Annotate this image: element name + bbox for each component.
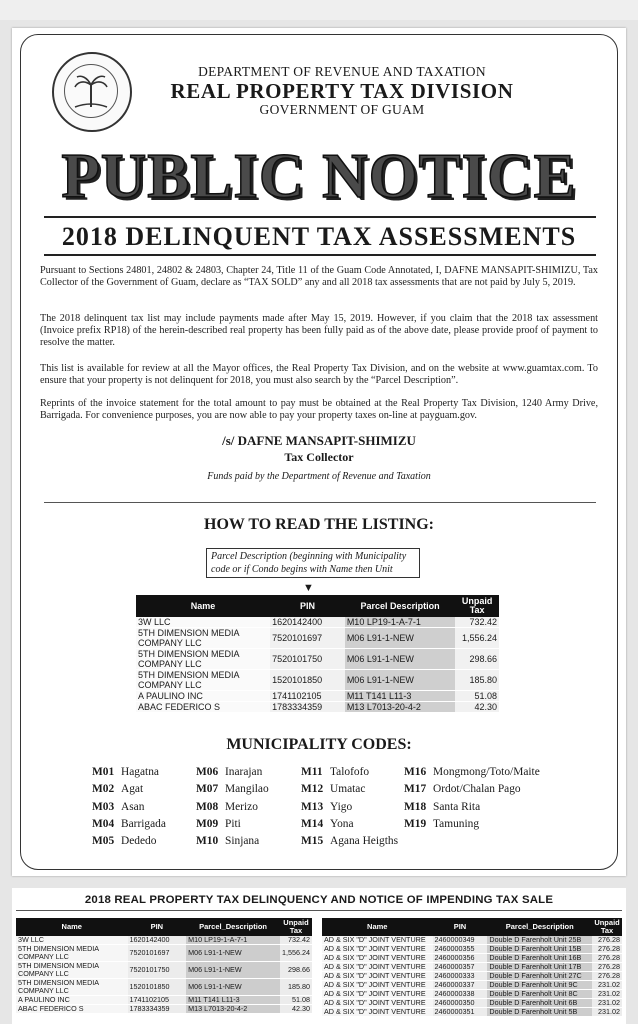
how-to-read-heading: HOW TO READ THE LISTING: [204,516,434,533]
cell-unpaid-tax: 1,556.24 [455,628,499,649]
municipality-name: Asan [121,800,145,813]
municipality-code: M17 [404,783,427,796]
subtitle: 2018 DELINQUENT TAX ASSESSMENTS [61,222,577,251]
municipality-code-entry [92,833,166,850]
cell-pin: 2460000357 [433,963,488,972]
municipality-code: M08 [196,800,219,813]
cell-name: AD & SIX "D" JOINT VENTURE [322,981,433,990]
cell-unpaid-tax: 276.28 [592,954,622,963]
municipality-name: Merizo [225,800,258,813]
table-row [136,649,499,670]
cell-parcel-description: Double D Farenholt Unit 5B [487,1008,592,1017]
cell-unpaid-tax: 298.66 [280,962,312,979]
municipality-code: M09 [196,817,219,830]
cell-unpaid-tax: 231.02 [592,990,622,999]
municipality-code-entry [404,781,540,798]
section-divider [44,502,596,503]
municipality-name: Agat [121,783,144,796]
listing-table-right [322,918,622,1017]
municipality-code: M05 [92,835,115,848]
cell-name: ABAC FEDERICO S [16,1005,128,1014]
municipality-name: Hagatna [121,766,159,778]
cell-pin: 2460000350 [433,999,488,1008]
municipality-name: Yona [330,817,354,830]
listing-title-rule [16,910,622,911]
cell-parcel-description: M11 T141 L11-3 [186,996,280,1005]
listing-right-header [322,918,622,936]
municipality-code-entry [404,816,540,833]
title-rule-bottom [44,254,596,256]
municipality-code: M04 [92,817,115,830]
municipality-code: M18 [404,800,427,813]
municipality-name: Tamuning [433,817,480,830]
municipality-name: Dededo [121,835,157,848]
cell-pin: 2460000355 [433,945,488,954]
cell-unpaid-tax: 185.80 [280,979,312,996]
municipality-code: M19 [404,817,427,830]
cell-unpaid-tax: 42.30 [455,702,499,713]
cell-unpaid-tax: 231.02 [592,999,622,1008]
column-header-unpaid-tax: Unpaid Tax [280,918,312,936]
municipality-code-entry [301,816,398,833]
municipality-name: Umatac [330,783,366,796]
cell-unpaid-tax: 185.80 [455,670,499,691]
cell-name: A PAULINO INC [136,691,270,702]
municipality-code-entry [196,816,269,833]
municipality-name: Mangilao [225,783,269,796]
municipality-name: Sinjana [225,835,260,848]
cell-pin: 1783334359 [128,1005,187,1014]
cell-pin: 2460000349 [433,936,488,945]
municipality-code: M01 [92,766,115,778]
table-row [322,1008,622,1017]
cell-pin: 7520101750 [128,962,187,979]
municipality-code-entry [196,833,269,850]
municipality-code-entry [404,799,540,816]
municipality-column-3 [301,764,398,850]
cell-unpaid-tax: 42.30 [280,1005,312,1014]
table-row [136,670,499,691]
column-header-parcel-description: Parcel Description [345,595,455,617]
arrow-down-icon: ▼ [303,582,314,594]
cell-unpaid-tax: 298.66 [455,649,499,670]
cell-parcel-description: Double D Farenholt Unit 15B [487,945,592,954]
cell-name: AD & SIX "D" JOINT VENTURE [322,999,433,1008]
cell-pin: 2460000356 [433,954,488,963]
municipality-code: M14 [301,817,324,830]
table-row [136,702,499,713]
municipality-column-4 [404,764,540,833]
municipality-name: Yigo [330,800,353,813]
cell-name: 5TH DIMENSION MEDIA COMPANY LLC [16,945,128,962]
funding-note: Funds paid by the Department of Revenue and Taxation [207,471,431,482]
listing-left-header [16,918,312,936]
cell-pin: 7520101697 [128,945,187,962]
column-header-parcel-description: Parcel_Description [186,918,280,936]
top-background-strip [0,0,638,20]
cell-name: AD & SIX "D" JOINT VENTURE [322,945,433,954]
municipality-codes-heading: MUNICIPALITY CODES: [226,736,412,753]
paragraph-3: This list is available for review at all the Mayor offices, the Real Property Tax Division, and on the website at www.guamtax.com. To ensure that your property is not delinquent for 2018, you must also search by the “Parcel Description”. [40,363,598,386]
cell-name: AD & SIX "D" JOINT VENTURE [322,972,433,981]
government-seal-logo [52,52,132,132]
listing-table-left [16,918,312,1014]
cell-parcel-description: M06 L91-1-NEW [345,670,455,691]
cell-parcel-description: M06 L91-1-NEW [186,979,280,996]
listing-title: 2018 REAL PROPERTY TAX DELINQUENCY AND NOTICE OF IMPENDING TAX SALE [84,894,554,906]
municipality-name: Ordot/Chalan Pago [433,783,521,796]
cell-unpaid-tax: 276.28 [592,972,622,981]
cell-name: ABAC FEDERICO S [136,702,270,713]
cell-name: AD & SIX "D" JOINT VENTURE [322,990,433,999]
palm-tree-icon [65,65,117,117]
cell-parcel-description: Double D Farenholt Unit 16B [487,954,592,963]
municipality-code-entry [301,781,398,798]
column-header-name: Name [136,595,270,617]
table-row [16,979,312,996]
table-row [136,628,499,649]
cell-pin: 1783334359 [270,702,345,713]
column-header-pin: PIN [128,918,187,936]
cell-name: 5TH DIMENSION MEDIA COMPANY LLC [16,979,128,996]
cell-unpaid-tax: 276.28 [592,945,622,954]
cell-parcel-description: Double D Farenholt Unit 8C [487,990,592,999]
page-title: PUBLIC NOTICE [61,141,577,211]
paragraph-1: Pursuant to Sections 24801, 24802 & 24803, Chapter 24, Title 11 of the Guam Code Annotated, I, DAFNE MANSAPIT-SHIMIZU, Tax Collector of the Government of Guam, declare as “TAX SOLD” any and all 2018 tax assessments that are not paid by July 5, 2019. [40,265,598,288]
cell-parcel-description: M11 T141 L11-3 [345,691,455,702]
cell-parcel-description: M06 L91-1-NEW [345,649,455,670]
cell-unpaid-tax: 732.42 [455,617,499,628]
cell-pin: 1620142400 [270,617,345,628]
cell-parcel-description: M10 LP19-1-A-7-1 [186,936,280,945]
municipality-code-entry [92,799,166,816]
column-header-pin: PIN [270,595,345,617]
table-row [16,1005,312,1014]
paragraph-2: The 2018 delinquent tax list may include payments made after May 15, 2019. However, if you claim that the 2018 tax assessment (Invoice prefix RP18) of the herein-described real property has been fully paid as of the above date, please provide proof of payment to resolve the matter. [40,313,598,348]
cell-name: 5TH DIMENSION MEDIA COMPANY LLC [136,628,270,649]
municipality-code: M13 [301,800,324,813]
column-header-unpaid-tax: Unpaid Tax [455,595,499,617]
cell-name: 5TH DIMENSION MEDIA COMPANY LLC [136,649,270,670]
municipality-name: Inarajan [225,766,263,778]
cell-unpaid-tax: 276.28 [592,936,622,945]
cell-parcel-description: Double D Farenholt Unit 17B [487,963,592,972]
municipality-code: M07 [196,783,219,796]
cell-parcel-description: M10 LP19-1-A-7-1 [345,617,455,628]
municipality-name: Mongmong/Toto/Maite [433,766,540,778]
municipality-code-entry [196,799,269,816]
cell-parcel-description: M06 L91-1-NEW [186,945,280,962]
signature-title: Tax Collector [284,450,354,464]
cell-unpaid-tax: 1,556.24 [280,945,312,962]
cell-name: AD & SIX "D" JOINT VENTURE [322,936,433,945]
seal-inner-ring [64,64,118,118]
cell-unpaid-tax: 276.28 [592,963,622,972]
cell-pin: 2460000338 [433,990,488,999]
department-name: DEPARTMENT OF REVENUE AND TAXATION [198,64,486,79]
municipality-code-entry [301,799,398,816]
cell-pin: 1520101850 [270,670,345,691]
public-notice-page [12,28,626,876]
cell-pin: 1741102105 [128,996,187,1005]
municipality-code-entry [404,764,540,781]
municipality-code-entry [196,764,269,781]
cell-pin: 7520101697 [270,628,345,649]
municipality-code-entry [92,816,166,833]
municipality-code: M02 [92,783,115,796]
table-row [16,945,312,962]
municipality-name: Santa Rita [433,800,481,813]
cell-pin: 7520101750 [270,649,345,670]
column-header-parcel-description: Parcel_Description [487,918,592,936]
cell-pin: 1741102105 [270,691,345,702]
municipality-code: M16 [404,766,427,778]
signature-name: /s/ DAFNE MANSAPIT-SHIMIZU [222,433,416,448]
municipality-code-entry [92,764,166,781]
cell-pin: 1620142400 [128,936,187,945]
municipality-column-1 [92,764,166,850]
table-row [136,617,499,628]
cell-name: A PAULINO INC [16,996,128,1005]
cell-parcel-description: M13 L7013-20-4-2 [345,702,455,713]
municipality-code: M15 [301,835,324,848]
cell-parcel-description: Double D Farenholt Unit 27C [487,972,592,981]
cell-name: AD & SIX "D" JOINT VENTURE [322,963,433,972]
parcel-description-callout: Parcel Description (beginning with Municipality code or if Condo begins with Name then Unit [206,548,420,578]
municipality-name: Barrigada [121,817,166,830]
cell-pin: 2460000337 [433,981,488,990]
municipality-code: M06 [196,766,219,778]
column-header-unpaid-tax: Unpaid Tax [592,918,622,936]
cell-name: 3W LLC [16,936,128,945]
government-name: GOVERNMENT OF GUAM [259,102,425,117]
table-row [16,962,312,979]
delinquency-listing-section [12,888,626,1024]
cell-unpaid-tax: 51.08 [455,691,499,702]
municipality-code: M10 [196,835,219,848]
municipality-name: Agana Heigths [330,835,399,848]
municipality-code: M11 [301,766,323,778]
municipality-name: Talofofo [330,766,370,778]
municipality-name: Piti [225,817,241,830]
cell-name: 5TH DIMENSION MEDIA COMPANY LLC [136,670,270,691]
cell-pin: 2460000351 [433,1008,488,1017]
column-header-name: Name [322,918,433,936]
paragraph-4: Reprints of the invoice statement for the total amount to pay must be obtained at the Real Property Tax Division, 1240 Army Drive, Barrigada. For convenience purposes, you are now able to pay your property taxes on-line at payguam.gov. [40,398,598,421]
cell-parcel-description: M06 L91-1-NEW [186,962,280,979]
title-rule-top [44,216,596,218]
municipality-code-entry [301,833,398,850]
cell-parcel-description: Double D Farenholt Unit 25B [487,936,592,945]
municipality-code: M12 [301,783,324,796]
municipality-code-entry [196,781,269,798]
cell-name: AD & SIX "D" JOINT VENTURE [322,954,433,963]
cell-parcel-description: Double D Farenholt Unit 9C [487,981,592,990]
cell-unpaid-tax: 231.02 [592,1008,622,1017]
municipality-code-entry [301,764,398,781]
cell-unpaid-tax: 51.08 [280,996,312,1005]
cell-pin: 1520101850 [128,979,187,996]
cell-parcel-description: M13 L7013-20-4-2 [186,1005,280,1014]
cell-name: AD & SIX "D" JOINT VENTURE [322,1008,433,1017]
municipality-column-2 [196,764,269,850]
column-header-pin: PIN [433,918,488,936]
municipality-code-entry [92,781,166,798]
cell-name: 3W LLC [136,617,270,628]
division-name: REAL PROPERTY TAX DIVISION [170,79,514,103]
sample-table-header [136,595,499,617]
table-row [136,691,499,702]
cell-parcel-description: Double D Farenholt Unit 6B [487,999,592,1008]
cell-unpaid-tax: 231.02 [592,981,622,990]
cell-name: 5TH DIMENSION MEDIA COMPANY LLC [16,962,128,979]
cell-pin: 2460000333 [433,972,488,981]
municipality-code: M03 [92,800,115,813]
sample-listing-table [136,595,499,713]
cell-unpaid-tax: 732.42 [280,936,312,945]
column-header-name: Name [16,918,128,936]
cell-parcel-description: M06 L91-1-NEW [345,628,455,649]
